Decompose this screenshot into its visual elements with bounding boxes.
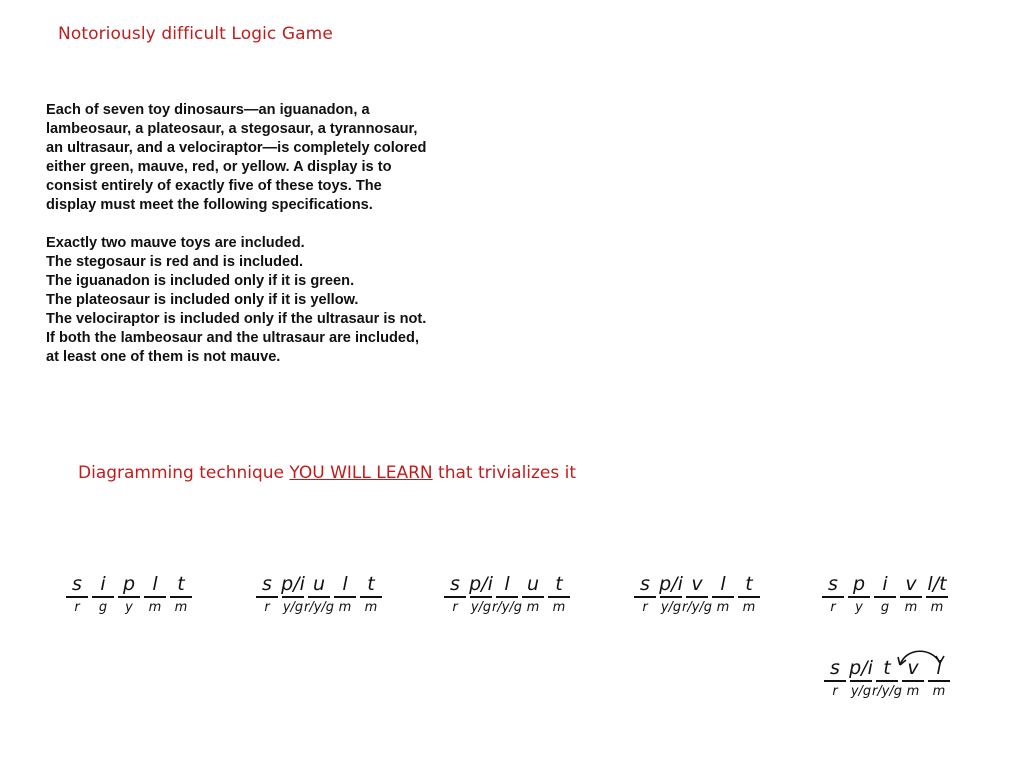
slot-line	[928, 680, 950, 682]
slot-color: m	[742, 600, 756, 615]
slot-line	[496, 596, 518, 598]
diagram-slot	[734, 573, 764, 616]
subtitle-underlined: YOU WILL LEARN	[289, 463, 433, 483]
diagram-slot	[166, 573, 196, 616]
slot-color: g	[98, 600, 108, 615]
slot-item: t	[555, 573, 563, 595]
subtitle-before: Diagramming technique	[78, 463, 290, 483]
diagram-slot	[544, 573, 574, 616]
slot-color: r	[264, 600, 270, 615]
rule-line: Exactly two mauve toys are included.	[46, 235, 305, 251]
rule-line: The velociraptor is included only if the ultrasaur is not.	[46, 311, 427, 327]
slot-line	[522, 596, 544, 598]
page-title: Notoriously difficult Logic Game	[58, 24, 333, 44]
slot-item: l/t	[927, 573, 947, 595]
slot-color: r	[832, 684, 838, 699]
slot-line	[874, 596, 896, 598]
slot-line	[444, 596, 466, 598]
slot-item: t	[745, 573, 753, 595]
slot-color: m	[338, 600, 352, 615]
slot-item: v	[905, 573, 917, 595]
slot-item: v	[907, 657, 919, 679]
slot-item: s	[828, 573, 838, 595]
slot-line	[548, 596, 570, 598]
slot-color: m	[716, 600, 730, 615]
slot-item: p	[852, 573, 866, 595]
slot-item: p/i	[659, 573, 683, 595]
problem-rules	[46, 234, 486, 367]
slot-line	[634, 596, 656, 598]
slot-line	[170, 596, 192, 598]
slot-item: s	[450, 573, 460, 595]
slot-color: m	[148, 600, 162, 615]
subtitle-after: that trivializes it	[432, 463, 577, 483]
slot-line	[902, 680, 924, 682]
slot-item: s	[262, 573, 272, 595]
problem-text	[46, 101, 486, 367]
slot-item: p/i	[281, 573, 305, 595]
diagram-slot	[922, 573, 952, 616]
slot-item: l	[504, 573, 510, 595]
slot-color: r/y/g	[304, 600, 335, 615]
slot-line	[660, 596, 682, 598]
slot-item: l	[342, 573, 348, 595]
intro-line: lambeosaur, a plateosaur, a stegosaur, a tyrannosaur,	[46, 121, 418, 137]
slot-line	[712, 596, 734, 598]
slot-item: s	[640, 573, 650, 595]
slot-color: y/g	[660, 600, 682, 615]
intro-line: either green, mauve, red, or yellow. A display is to	[46, 159, 392, 175]
intro-line: an ultrasaur, and a velociraptor—is completely colored	[46, 140, 427, 156]
slot-color: y/g	[470, 600, 492, 615]
slot-color: m	[174, 600, 188, 615]
diagram-slot	[356, 573, 386, 616]
slot-line	[738, 596, 760, 598]
slot-line	[926, 596, 948, 598]
slot-color: m	[904, 600, 918, 615]
slot-item: p/i	[849, 657, 873, 679]
intro-line: display must meet the following specifications.	[46, 197, 373, 213]
rule-line: The plateosaur is included only if it is yellow.	[46, 292, 359, 308]
slot-line	[308, 596, 330, 598]
slot-color: r/y/g	[682, 600, 713, 615]
slot-item: i	[100, 573, 106, 595]
rule-line: at least one of them is not mauve.	[46, 349, 281, 365]
slot-line	[850, 680, 872, 682]
intro-line: consist entirely of exactly five of these toys. The	[46, 178, 382, 194]
problem-intro	[46, 101, 486, 215]
slot-line	[144, 596, 166, 598]
slot-item: p/i	[469, 573, 493, 595]
slot-item: l	[936, 657, 942, 679]
slot-color: y	[855, 600, 863, 615]
slot-color: y/g	[850, 684, 872, 699]
slot-line	[900, 596, 922, 598]
slot-item: u	[312, 573, 326, 595]
slot-item: l	[720, 573, 726, 595]
slot-color: m	[552, 600, 566, 615]
slot-line	[256, 596, 278, 598]
slot-color: y/g	[282, 600, 304, 615]
slot-color: r	[830, 600, 836, 615]
slot-color: r	[452, 600, 458, 615]
slot-item: s	[72, 573, 82, 595]
slot-line	[66, 596, 88, 598]
slot-color: r	[74, 600, 80, 615]
slot-line	[848, 596, 870, 598]
slot-color: g	[880, 600, 890, 615]
slot-line	[470, 596, 492, 598]
slot-item: p	[122, 573, 136, 595]
intro-line: Each of seven toy dinosaurs—an iguanadon, a	[46, 102, 370, 118]
slot-line	[876, 680, 898, 682]
slot-color: y	[125, 600, 133, 615]
rule-line: The iguanadon is included only if it is green.	[46, 273, 355, 289]
slot-item: u	[526, 573, 540, 595]
slot-item: t	[367, 573, 375, 595]
slot-line	[360, 596, 382, 598]
rule-line: The stegosaur is red and is included.	[46, 254, 304, 270]
slot-color: r/y/g	[492, 600, 523, 615]
slot-color: m	[930, 600, 944, 615]
slot-color: r	[642, 600, 648, 615]
slot-item: v	[691, 573, 703, 595]
section-subtitle	[78, 463, 576, 483]
slot-item: t	[177, 573, 185, 595]
slot-color: r/y/g	[872, 684, 903, 699]
paragraph-gap	[46, 215, 486, 234]
slot-item: t	[883, 657, 891, 679]
slot-line	[118, 596, 140, 598]
slot-line	[822, 596, 844, 598]
slot-line	[92, 596, 114, 598]
slot-color: m	[932, 684, 946, 699]
rule-line: If both the lambeosaur and the ultrasaur are included,	[46, 330, 420, 346]
slot-item: l	[152, 573, 158, 595]
slot-color: m	[906, 684, 920, 699]
slot-line	[824, 680, 846, 682]
slot-color: m	[364, 600, 378, 615]
slot-line	[686, 596, 708, 598]
slot-color: m	[526, 600, 540, 615]
slot-item: i	[882, 573, 888, 595]
slot-line	[282, 596, 304, 598]
slot-line	[334, 596, 356, 598]
swap-arrow-icon	[892, 645, 952, 669]
slot-item: s	[830, 657, 840, 679]
